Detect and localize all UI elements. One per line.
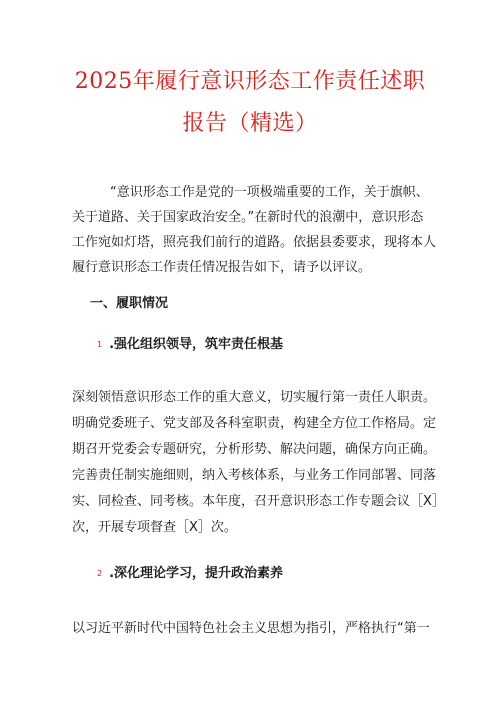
subsection-number: 2 bbox=[97, 569, 103, 578]
intro-line-1: “意识形态工作是党的一项极端重要的工作，关于旗帜、 bbox=[110, 185, 429, 200]
subsection-heading-1 bbox=[97, 333, 283, 352]
subsection-title: .强化组织领导，筑牢责任根基 bbox=[109, 337, 284, 352]
intro-line-3: 工作宛如灯塔，照亮我们前行的道路。依据县委要求，现将本人 bbox=[72, 235, 437, 250]
subsection-title: .深化理论学习，提升政治素养 bbox=[109, 566, 284, 581]
intro-line-2: 关于道路、关于国家政治安全。”在新时代的浪潮中，意识形态 bbox=[72, 210, 424, 225]
intro-line-4: 履行意识形态工作责任情况报告如下，请予以评议。 bbox=[72, 260, 372, 275]
para1-line-5: 实、同检查、同考核。本年度，召开意识形态工作专题会议［X］ bbox=[72, 494, 445, 509]
para1-line-1: 深刻领悟意识形态工作的重大意义，切实履行第一责任人职责。 bbox=[72, 390, 437, 405]
para1-line-2: 明确党委班子、党支部及各科室职责，构建全方位工作格局。定 bbox=[72, 416, 437, 431]
subsection-heading-2 bbox=[97, 562, 283, 581]
document-title-line-2: 报告（精选） bbox=[182, 111, 318, 136]
para1-line-3: 期召开党委会专题研究，分析形势、解决问题，确保方向正确。 bbox=[72, 442, 437, 457]
section-heading-1: 一、履职情况 bbox=[90, 296, 169, 311]
para1-line-4: 完善责任制实施细则，纳入考核体系，与业务工作同部署、同落 bbox=[72, 468, 437, 483]
document-title-line-1: 2025年履行意识形态工作责任述职 bbox=[74, 69, 426, 94]
para1-line-6: 次，开展专项督查［X］次。 bbox=[72, 520, 237, 535]
para2-line-1: 以习近平新时代中国特色社会主义思想为指引，严格执行“第一 bbox=[72, 621, 430, 636]
subsection-number: 1 bbox=[97, 340, 103, 349]
